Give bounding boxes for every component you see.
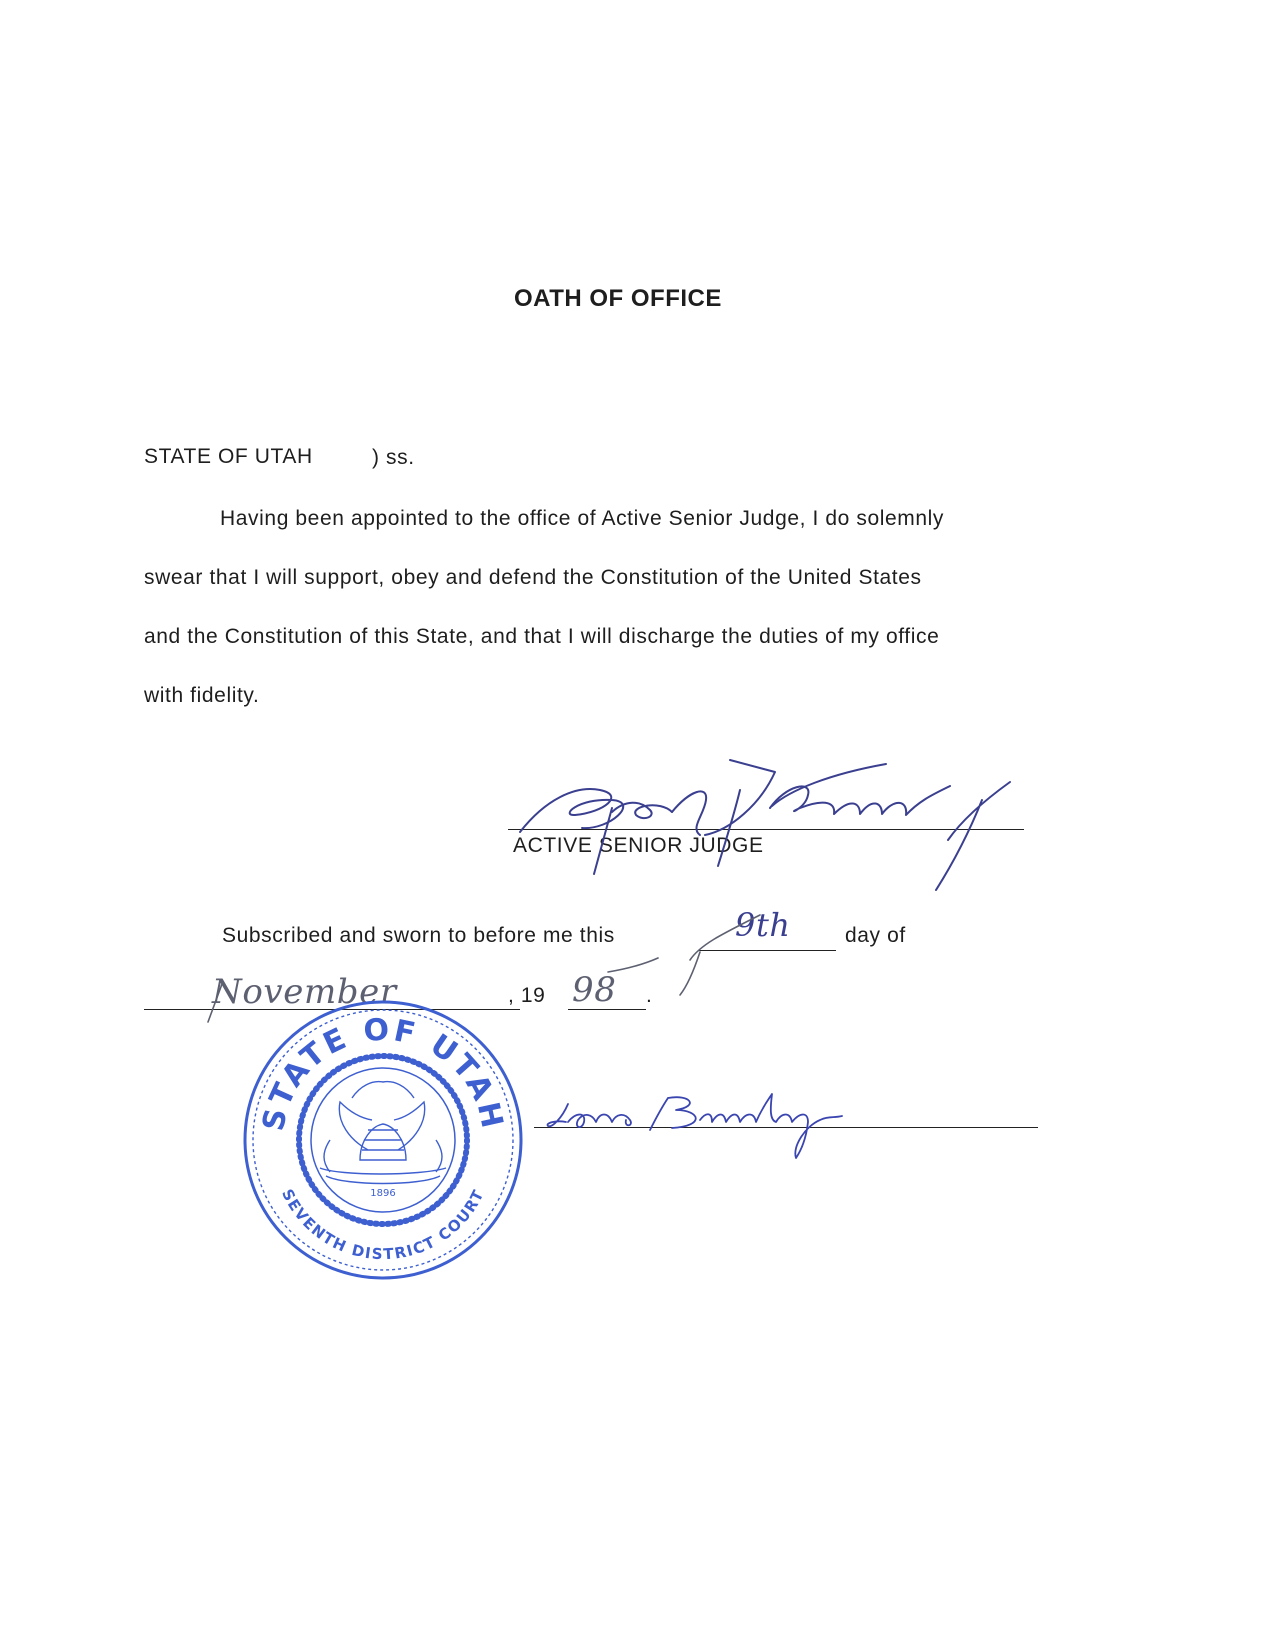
- oath-line-2: swear that I will support, obey and defend the Constitution of the United States: [144, 566, 922, 589]
- oath-line-3: and the Constitution of this State, and that I will discharge the duties of my office: [144, 625, 940, 648]
- seal-top-text: STATE OF UTAH: [256, 1012, 511, 1134]
- month-handwriting-strokes: [208, 915, 760, 1022]
- notary-signature-image: [547, 1094, 842, 1158]
- jurat-day-handwritten: 9th: [735, 906, 791, 944]
- jurat-day-suffix: day of: [845, 924, 906, 947]
- seal-year-mark: 1896: [370, 1188, 396, 1199]
- jurat-prefix: Subscribed and sworn to before me this: [222, 924, 615, 947]
- jurat-year-prefix: , 19: [508, 984, 546, 1007]
- document-title: OATH OF OFFICE: [514, 285, 722, 312]
- judge-signature-image: [520, 760, 1010, 890]
- venue-ss: ) ss.: [372, 446, 415, 469]
- judge-title: ACTIVE SENIOR JUDGE: [513, 834, 764, 857]
- oath-line-1: Having been appointed to the office of Active Senior Judge, I do solemnly: [220, 507, 945, 530]
- jurat-year-suffix: .: [646, 984, 653, 1007]
- oath-line-4: with fidelity.: [144, 684, 260, 707]
- seal-bottom-text: SEVENTH DISTRICT COURT: [278, 1186, 488, 1264]
- jurat-month-handwritten: November: [212, 972, 397, 1012]
- jurat-year-handwritten: 98: [572, 970, 617, 1010]
- venue-state: STATE OF UTAH: [144, 445, 313, 468]
